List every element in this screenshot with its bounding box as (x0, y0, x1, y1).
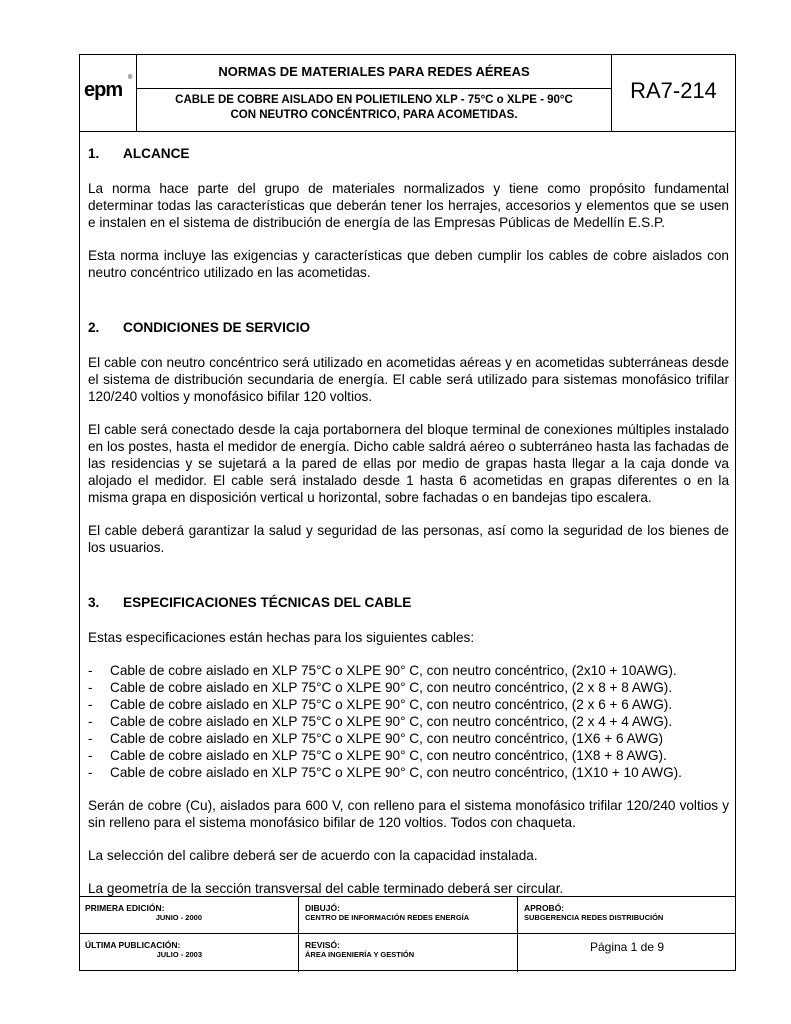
cable-list (88, 662, 729, 781)
section-heading-condiciones (88, 319, 729, 336)
footer-dibujo (299, 897, 518, 934)
logo-cell (80, 55, 137, 131)
footer-label: APROBÓ: (524, 903, 565, 913)
footer-aprobo (518, 897, 736, 934)
paragraph: Serán de cobre (Cu), aislados para 600 V, con relleno para el sistema monofásico trifilar 120/240 voltios y sin relleno para el sistema monofásico bifilar de 120 voltios. Todos con chaqueta. (88, 798, 729, 830)
footer-label: REVISÓ: (305, 940, 340, 950)
footer-primera-edicion (79, 897, 299, 934)
norm-subtitle (137, 93, 611, 123)
norm-code: RA7-214 (630, 78, 717, 103)
section-title: CONDICIONES DE SERVICIO (123, 320, 311, 335)
norm-subtitle-line2: CON NEUTRO CONCÉNTRICO, PARA ACOMETIDAS. (230, 109, 518, 121)
epm-logo: epm (84, 79, 123, 101)
list-item: - Cable de cobre aislado en XLP 75°C o XLPE 90° C, con neutro concéntrico, (2 x 4 + 4 AWG). (88, 713, 729, 730)
document-footer (79, 896, 736, 972)
section-number: 3. (88, 595, 100, 610)
document-frame (79, 54, 736, 971)
section-title: ALCANCE (123, 146, 190, 161)
list-item: - Cable de cobre aislado en XLP 75°C o XLPE 90° C, con neutro concéntrico, (1X6 + 6 AWG) (88, 730, 729, 747)
paragraph: Esta norma incluye las exigencias y características que deben cumplir los cables de cobre aislados con neutro concéntrico utilizado en las acometidas. (88, 248, 729, 280)
paragraph: La selección del calibre deberá ser de acuerdo con la capacidad instalada. (88, 848, 538, 863)
document-body (88, 145, 729, 913)
section-number: 1. (88, 146, 100, 161)
section-title: ESPECIFICACIONES TÉCNICAS DEL CABLE (123, 595, 412, 610)
section-heading-alcance (88, 145, 729, 162)
footer-value: CENTRO DE INFORMACIÓN REDES ENERGÍA (305, 913, 470, 922)
paragraph: El cable será conectado desde la caja portabornera del bloque terminal de conexiones múltiples instalado en los postes, hasta el medidor de energía. Dicho cable saldrá aéreo o subterráneo hasta las fachadas de las residencias y se sujetará a la pared de ellas por medio de grapas hasta llegar a la caja donde va alojado el medidor. El cable será instalado desde 1 hasta 6 acometidas en grapas diferentes o en la misma grapa en disposición vertical u horizontal, sobre fachadas o en bandejas tipo escalera. (88, 422, 729, 505)
list-item: - Cable de cobre aislado en XLP 75°C o XLPE 90° C, con neutro concéntrico, (1X8 + 8 AWG). (88, 747, 729, 764)
norm-subtitle-line1: CABLE DE COBRE AISLADO EN POLIETILENO XLP - 75°C o XLPE - 90°C (175, 94, 573, 106)
paragraph: La norma hace parte del grupo de materiales normalizados y tiene como propósito fundamental determinar todas las características que deberán tener los herrajes, accesorios y elementos que se usen e instalen en el sistema de distribución de energía de las Empresas Públicas de Medellín E.S.P. (88, 181, 729, 230)
registered-mark: ® (128, 75, 133, 81)
document-header (80, 55, 735, 132)
paragraph: La geometría de la sección transversal del cable terminado deberá ser circular. (88, 881, 564, 896)
list-item: - Cable de cobre aislado en XLP 75°C o XLPE 90° C, con neutro concéntrico, (2x10 + 10AWG). (88, 662, 729, 679)
section-heading-especificaciones (88, 594, 729, 611)
footer-value: JULIO - 2003 (156, 950, 202, 959)
section-number: 2. (88, 320, 100, 335)
paragraph: El cable deberá garantizar la salud y seguridad de las personas, así como la seguridad de los bienes de los usuarios. (88, 523, 729, 555)
paragraph: El cable con neutro concéntrico será utilizado en acometidas aéreas y en acometidas subterráneas desde el sistema de distribución secundaria de energía. El cable será utilizado para sistemas monofásico trifilar 120/240 voltios y monofásico bifilar 120 voltios. (88, 355, 729, 404)
list-item: - Cable de cobre aislado en XLP 75°C o XLPE 90° C, con neutro concéntrico, (1X10 + 10 AWG). (88, 764, 729, 781)
title-cell (137, 55, 612, 131)
footer-label: PRIMERA EDICIÓN: (85, 903, 165, 913)
footer-value: JUNIO - 2000 (155, 913, 202, 922)
footer-reviso (299, 934, 518, 972)
norm-title: NORMAS DE MATERIALES PARA REDES AÉREAS (137, 55, 611, 89)
footer-label: ÚLTIMA PUBLICACIÓN: (85, 940, 181, 950)
page-number: Página 1 de 9 (589, 940, 665, 954)
footer-value: ÁREA INGENIERÍA Y GESTIÓN (305, 950, 415, 959)
paragraph: Estas especificaciones están hechas para los siguientes cables: (88, 630, 475, 645)
list-item: - Cable de cobre aislado en XLP 75°C o XLPE 90° C, con neutro concéntrico, (2 x 8 + 8 AWG). (88, 679, 729, 696)
footer-label: DIBUJÓ: (305, 903, 340, 913)
list-item: - Cable de cobre aislado en XLP 75°C o XLPE 90° C, con neutro concéntrico, (2 x 6 + 6 AWG). (88, 696, 729, 713)
footer-ultima-publicacion (79, 934, 299, 972)
footer-value: SUBGERENCIA REDES DISTRIBUCIÓN (524, 913, 664, 922)
